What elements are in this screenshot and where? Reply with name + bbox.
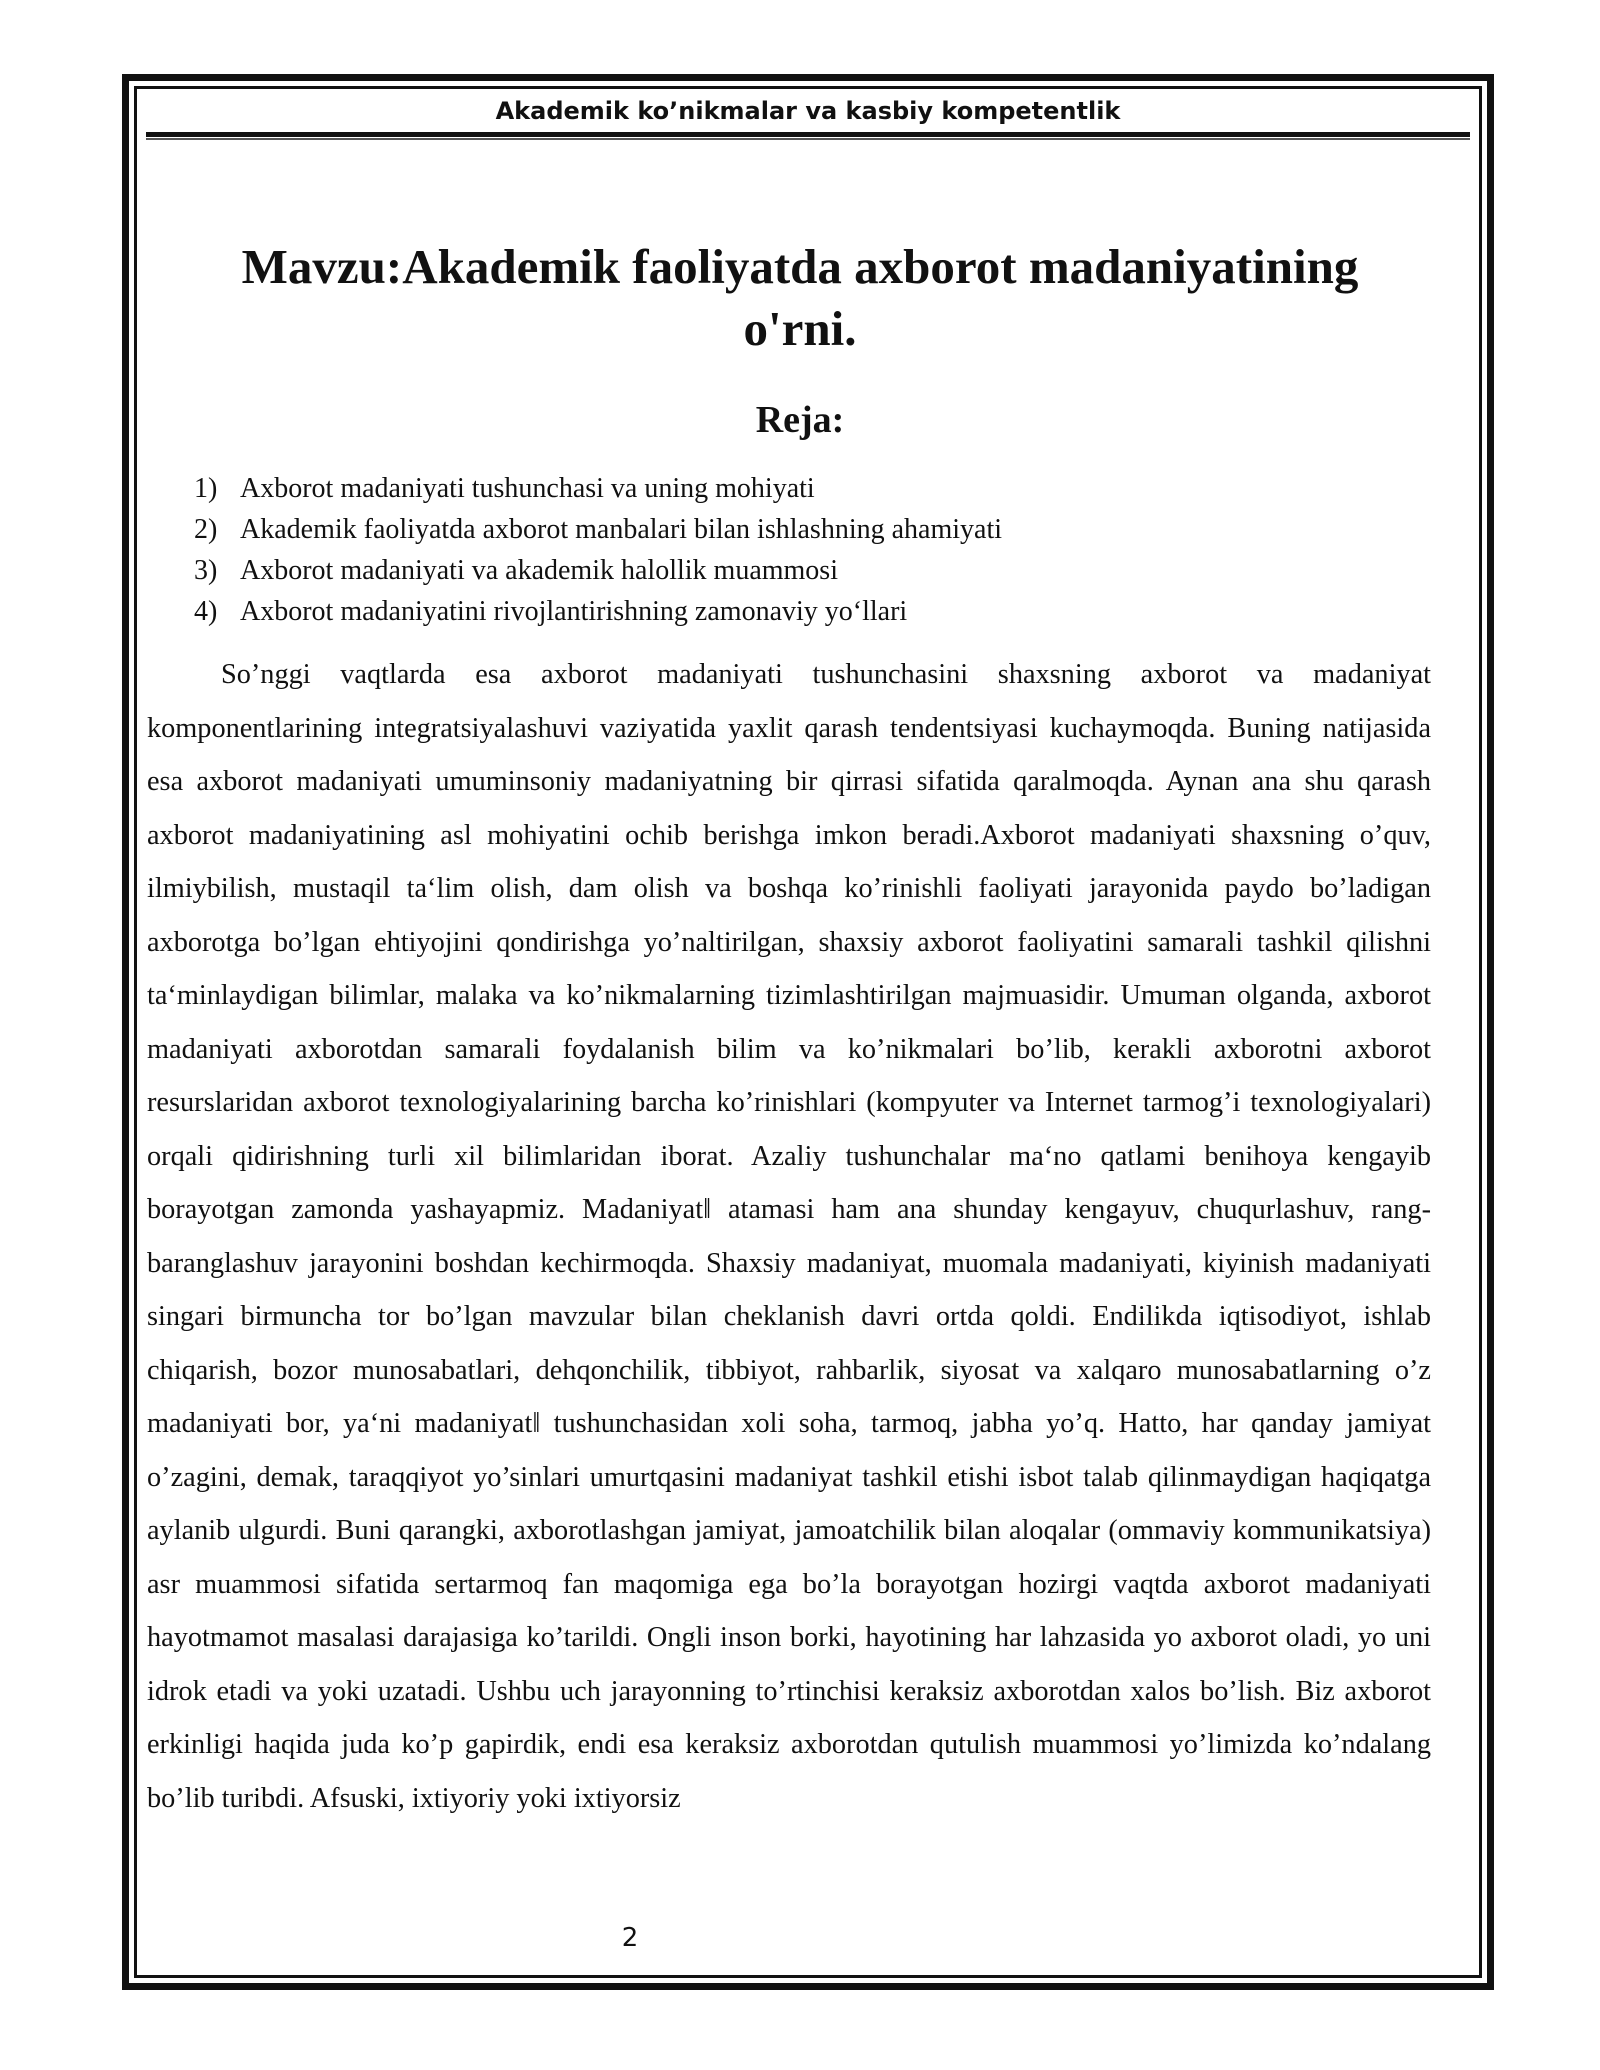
document-title: Mavzu:Akademik faoliyatda axborot madaniyatining o'rni. (241, 239, 1359, 356)
header-rule (146, 132, 1470, 140)
plan-item-text: Axborot madaniyatini rivojlantirishning zamonaviy yo‘llari (240, 596, 908, 627)
plan-item-text: Axborot madaniyati tushunchasi va uning mohiyati (240, 473, 815, 504)
plan-item (194, 591, 1414, 632)
page-number: 2 (621, 1923, 639, 1953)
plan-item-text: Akademik faoliyatda axborot manbalari bilan ishlashning ahamiyati (240, 514, 1003, 545)
plan-item (194, 468, 1414, 509)
plan-item (194, 550, 1414, 591)
body-paragraph: So’nggi vaqtlarda esa axborot madaniyati tushunchasini shaxsning axborot va madaniyat komponentlarining integratsiyalashuvi vaziyatida yaxlit qarash tendentsiyasi kuchaymoqda. Buning natijasida esa axborot madaniyati umuminsoniy madaniyatning bir qirrasi sifatida qaralmoqda. Aynan ana shu qarash axborot madaniyatining asl mohiyatini ochib berishga imkon beradi.Axborot madaniyati shaxsning o’quv, ilmiybilish, mustaqil ta‘lim olish, dam olish va boshqa ko’rinishli faoliyati jarayonida paydo bo’ladigan axborotga bo’lgan ehtiyojini qondirishga yo’naltirilgan, shaxsiy axborot faoliyatini samarali tashkil qilishni ta‘minlaydigan bilimlar, malaka va ko’nikmalarning tizimlashtirilgan majmuasidir. Umuman olganda, axborot madaniyati axborotdan samarali foydalanish bilim va ko’nikmalari bo’lib, kerakli axborotni axborot resurslaridan axborot texnologiyalarining barcha ko’rinishlari (kompyuter va Internet tarmog’i texnologiyalari) orqali qidirishning turli xil bilimlaridan iborat. Azaliy tushunchalar ma‘no qatlami benihoya kengayib borayotgan zamonda yashayapmiz. Madaniyat‖ atamasi ham ana shunday kengayuv, chuqurlashuv, rang-baranglashuv jarayonini boshdan kechirmoqda. Shaxsiy madaniyat, muomala madaniyati, kiyinish madaniyati singari birmuncha tor bo’lgan mavzular bilan cheklanish davri ortda qoldi. Endilikda iqtisodiyot, ishlab chiqarish, bozor munosabatlari, dehqonchilik, tibbiyot, rahbarlik, siyosat va xalqaro munosabatlarning o’z madaniyati bor, ya‘ni madaniyat‖ tushunchasidan xoli soha, tarmoq, jabha yo’q. Hatto, har qanday jamiyat o’zagini, demak, taraqqiyot yo’sinlari umurtqasini madaniyat tashkil etishi isbot talab qilinmaydigan haqiqatga aylanib ulgurdi. Buni qarangki, axborotlashgan jamiyat, jamoatchilik bilan aloqalar (ommaviy kommunikatsiya) asr muammosi sifatida sertarmoq fan maqomiga ega bo’la borayotgan hozirgi vaqtda axborot madaniyati hayotmamot masalasi darajasiga ko’tarildi. Ongli inson borki, hayotining har lahzasida yo axborot oladi, yo uni idrok etadi va yoki uzatadi. Ushbu uch jarayonning to’rtinchisi keraksiz axborotdan xalos bo’lish. Biz axborot erkinligi haqida juda ko’p gapirdik, endi esa keraksiz axborotdan qutulish muammosi yo’limizda ko’ndalang bo’lib turibdi. Afsuski, ixtiyoriy yoki ixtiyorsiz (147, 659, 1431, 1814)
plan-heading: Reja: (755, 399, 845, 441)
plan-item-number: 2) (194, 514, 218, 545)
running-header: Akademik ko’nikmalar va kasbiy kompetentlik (495, 97, 1121, 125)
plan-item-number: 3) (194, 555, 218, 586)
plan-item (194, 509, 1414, 550)
plan-item-number: 4) (194, 596, 218, 627)
plan-item-number: 1) (194, 473, 218, 504)
plan-item-text: Axborot madaniyati va akademik halollik muammosi (240, 555, 838, 586)
plan-list (194, 468, 1414, 632)
